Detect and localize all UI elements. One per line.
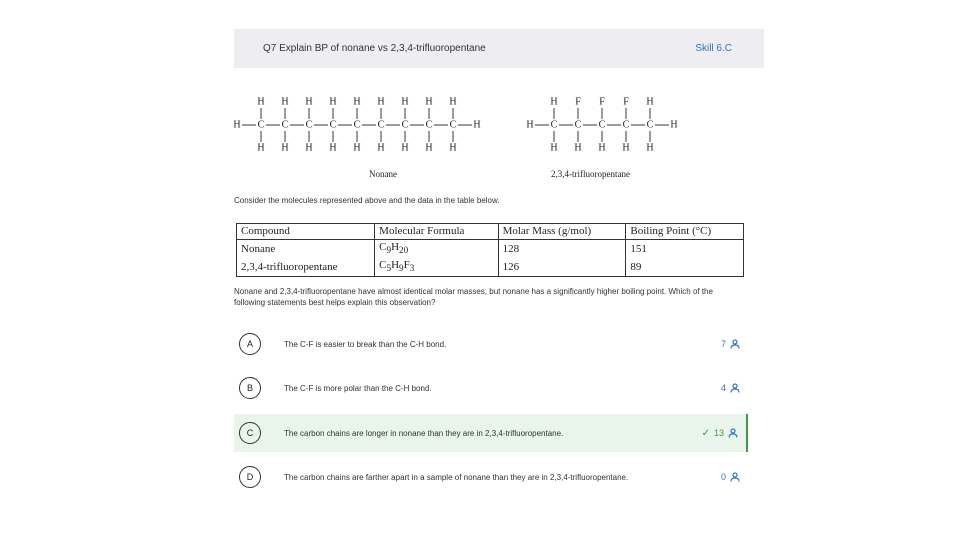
user-icon [728, 428, 738, 438]
table-header: Molar Mass (g/mol) [498, 224, 626, 240]
atom-h: H [622, 142, 630, 154]
atom-c: C [622, 119, 630, 131]
user-icon [730, 383, 740, 393]
table-cell: 151 [626, 240, 744, 259]
checkmark-icon: ✓ [701, 427, 710, 439]
atom-h: H [646, 96, 654, 108]
atom-c: C [281, 119, 289, 131]
atom-h: H [401, 142, 409, 154]
response-count [702, 428, 738, 439]
atom-h: H [377, 142, 385, 154]
user-icon [730, 339, 740, 349]
question-text: Nonane and 2,3,4-trifluoropentane have almost identical molar masses, but nonane has a significantly higher boiling point. Which of the following statements best helps explain this observation? [234, 287, 713, 307]
atom-h: H [329, 96, 337, 108]
atom-h: H [526, 119, 534, 131]
answer-option-c[interactable] [234, 414, 748, 452]
atom-f: F [623, 96, 629, 108]
response-count-value: 13 [713, 428, 724, 438]
atom-h: H [598, 142, 606, 154]
atom-h: H [353, 96, 361, 108]
structural-formulas [230, 90, 700, 190]
skill-link[interactable]: Skill 6.C [695, 43, 732, 54]
data-table [236, 223, 744, 277]
option-letter: C [239, 422, 261, 444]
atom-c: C [329, 119, 337, 131]
atom-h: H [281, 96, 289, 108]
atom-h: H [305, 142, 313, 154]
atom-c: C [574, 119, 582, 131]
structures-svg [230, 90, 700, 160]
atom-h: H [473, 119, 481, 131]
option-text: The C-F is easier to break than the C-H bond. [284, 339, 447, 349]
atom-h: H [281, 142, 289, 154]
atom-c: C [305, 119, 313, 131]
atom-h: H [257, 142, 265, 154]
table-header: Compound [237, 224, 375, 240]
response-count [721, 472, 740, 482]
atom-f: F [599, 96, 605, 108]
atom-c: C [425, 119, 433, 131]
table-header: Boiling Point (°C) [626, 224, 744, 240]
table-cell: 128 [498, 240, 626, 259]
table-cell: 126 [498, 258, 626, 277]
formula-cell: $C_9H_{20}$ [375, 240, 498, 259]
response-count-value: 7 [720, 339, 726, 349]
atom-c: C [646, 119, 654, 131]
table-cell: 89 [626, 258, 744, 277]
atom-h: H [329, 142, 337, 154]
formula-cell: $C_5H_9F_3$ [375, 258, 498, 277]
intro-text: Consider the molecules represented above and the data in the table below. [234, 196, 500, 205]
atom-h: H [353, 142, 361, 154]
atom-h: H [377, 96, 385, 108]
atom-h: H [670, 119, 678, 131]
option-text: The carbon chains are longer in nonane than they are in 2,3,4-trifluoropentane. [284, 428, 564, 438]
atom-f: F [575, 96, 581, 108]
atom-c: C [257, 119, 265, 131]
atom-h: H [646, 142, 654, 154]
response-count-value: 0 [720, 472, 726, 482]
response-count [721, 383, 740, 393]
table-header: Molecular Formula [375, 224, 498, 240]
atom-h: H [550, 96, 558, 108]
option-letter: B [239, 377, 261, 399]
response-count-value: 4 [720, 383, 726, 393]
answer-option-d[interactable] [234, 458, 748, 496]
question-title: Q7 Explain BP of nonane vs 2,3,4-trifluoropentane [263, 43, 486, 54]
atom-h: H [305, 96, 313, 108]
option-letter: D [239, 466, 261, 488]
answer-option-a[interactable] [234, 325, 748, 363]
atom-c: C [401, 119, 409, 131]
atom-h: H [425, 142, 433, 154]
atom-h: H [550, 142, 558, 154]
nonane-label: Nonane [369, 169, 397, 179]
user-icon [730, 472, 740, 482]
atom-h: H [233, 119, 241, 131]
atom-h: H [574, 142, 582, 154]
option-text: The carbon chains are farther apart in a sample of nonane than they are in 2,3,4-trifluoropentane. [284, 472, 629, 482]
atom-c: C [550, 119, 558, 131]
atom-c: C [353, 119, 361, 131]
atom-h: H [401, 96, 409, 108]
response-count [721, 339, 740, 349]
atom-h: H [449, 96, 457, 108]
atom-h: H [257, 96, 265, 108]
table-header-row [237, 224, 744, 240]
question-header [234, 29, 764, 68]
option-text: The C-F is more polar than the C-H bond. [284, 383, 432, 393]
option-letter: A [239, 333, 261, 355]
atom-c: C [377, 119, 385, 131]
answer-option-b[interactable] [234, 369, 748, 407]
table-cell: 2,3,4-trifluoropentane [237, 258, 375, 277]
table-row [237, 240, 744, 259]
atom-h: H [449, 142, 457, 154]
atom-c: C [598, 119, 606, 131]
trifluoropentane-label: 2,3,4-trifluoropentane [551, 169, 630, 179]
table-cell: Nonane [237, 240, 375, 259]
atom-h: H [425, 96, 433, 108]
atom-c: C [449, 119, 457, 131]
table-row [237, 258, 744, 277]
